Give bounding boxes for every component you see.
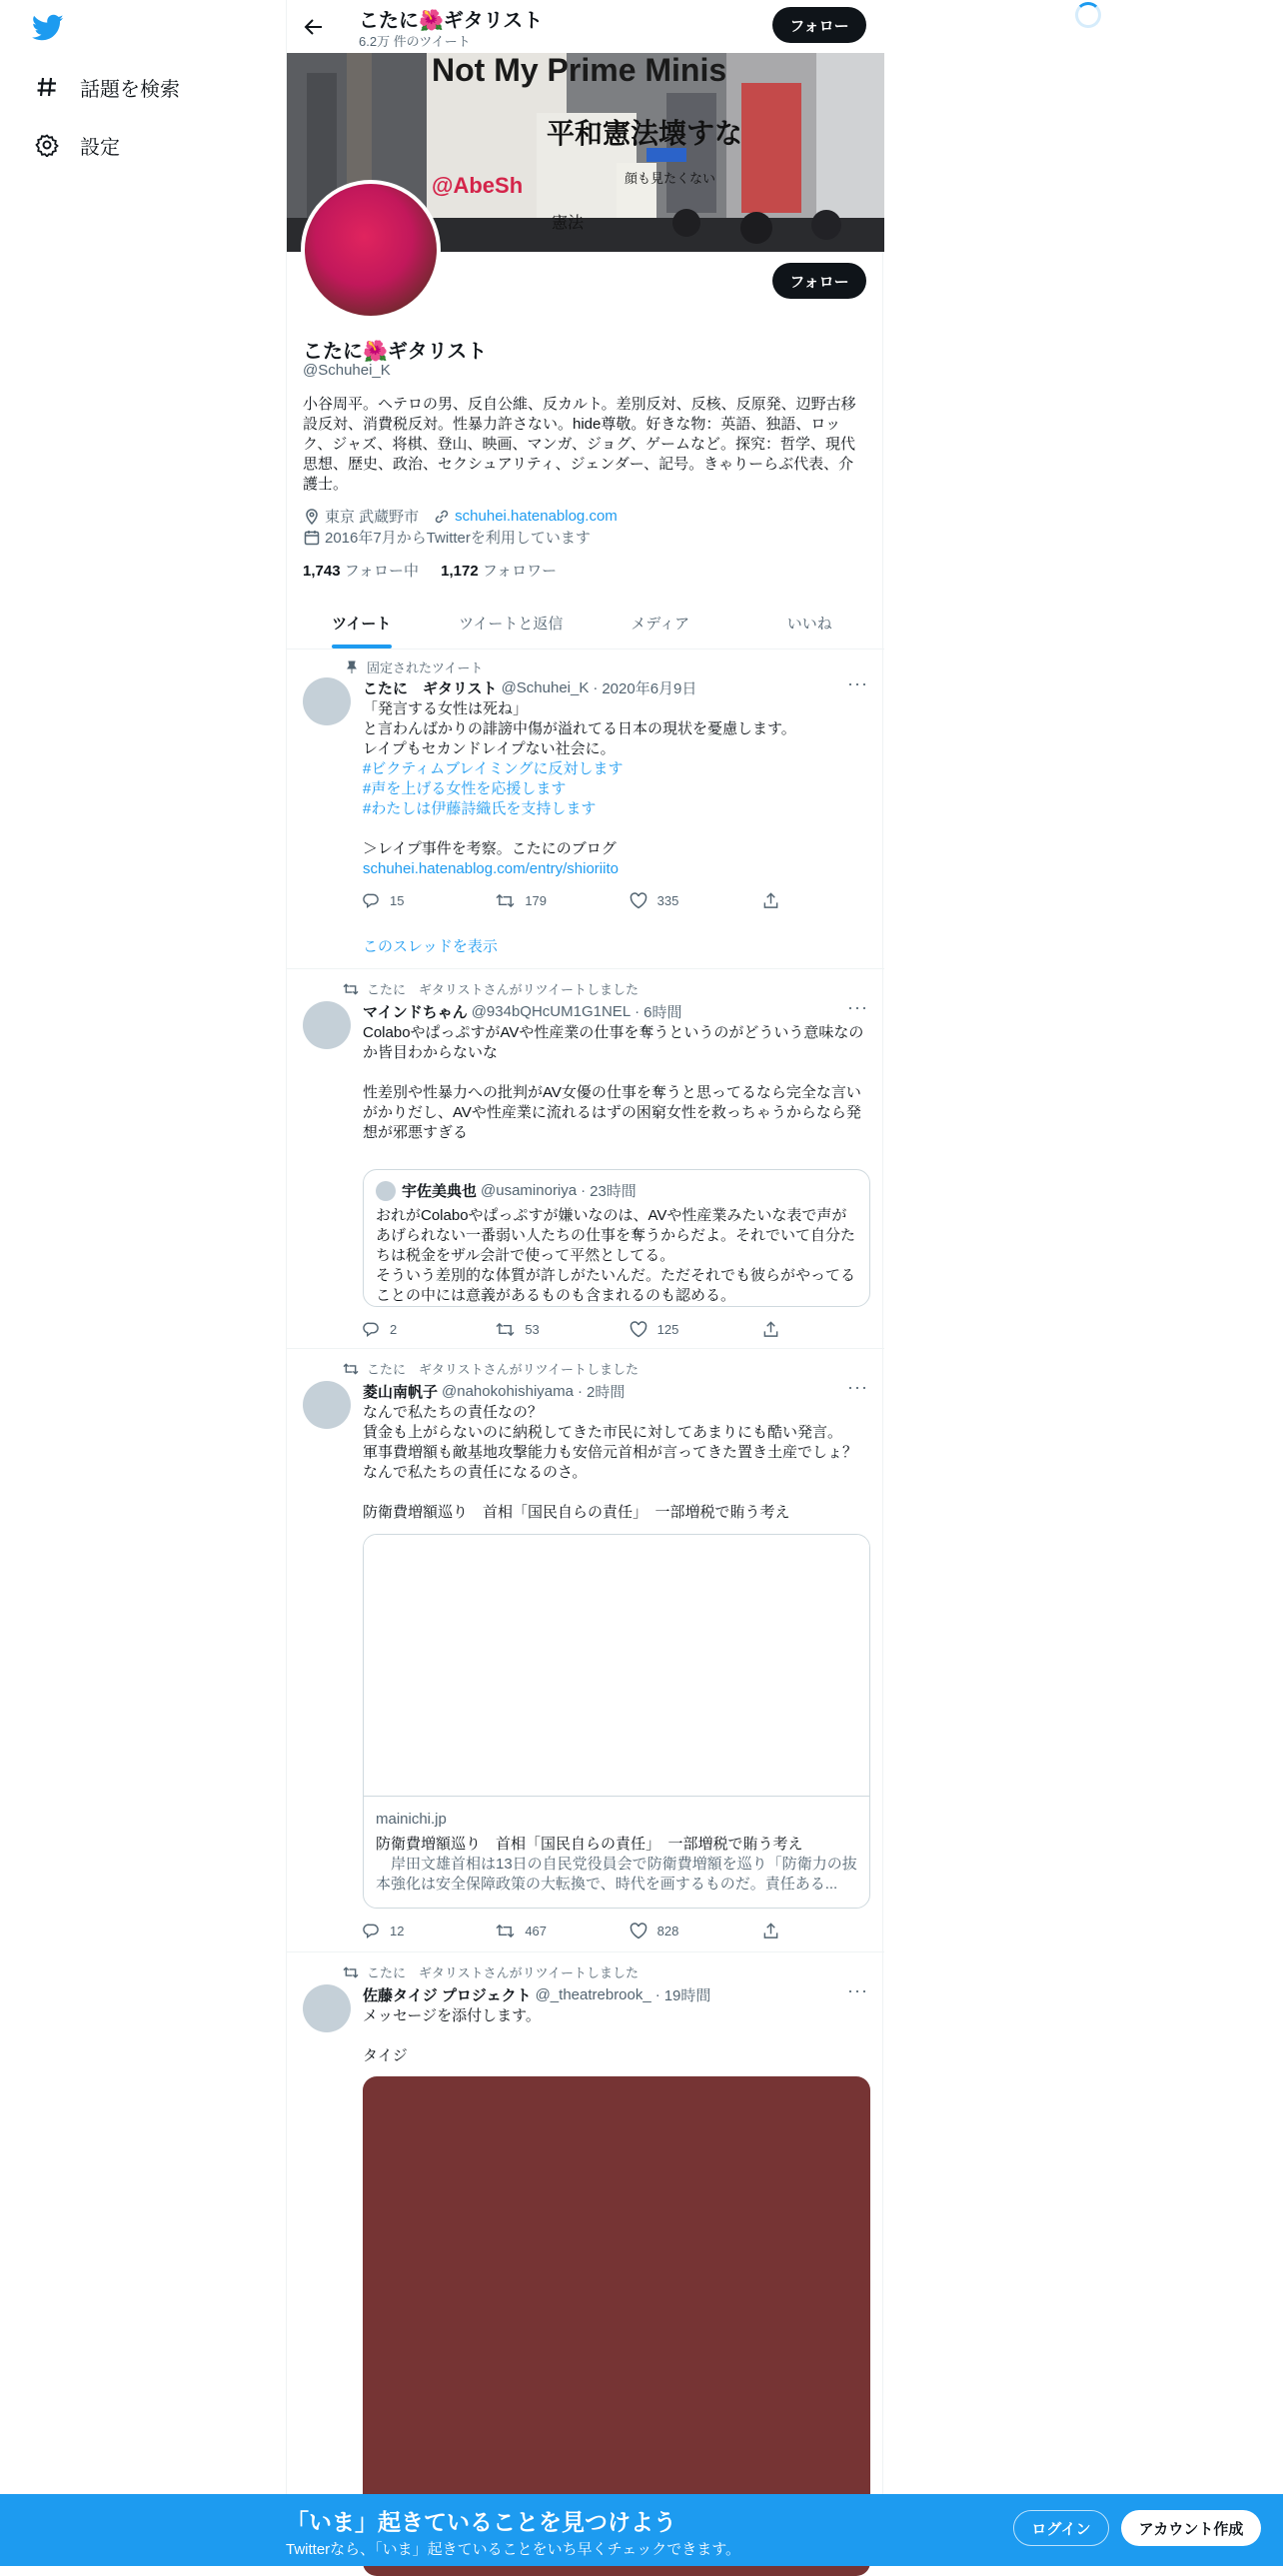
tweet-text (363, 699, 870, 879)
like-count: 335 (656, 893, 679, 908)
tweet-context (333, 1359, 639, 1378)
share-icon (762, 892, 779, 909)
tweet-header: マインドちゃん @934bQHcUM1G1NEL · 6時間 (363, 1003, 682, 1021)
quote-author-name: 宇佐美典也 (402, 1183, 478, 1200)
quote-time: 23時間 (590, 1183, 637, 1200)
reply-icon (363, 1321, 380, 1338)
more-options-icon[interactable]: ··· (847, 1377, 868, 1397)
quote-paragraph: おれがColaboやぱっぷすが嫌いなのは、AVや性産業みたいな表で声があげられない一番弱い人たちの仕事を奪うからだよ。それでいて自分たちは税金をザル会計で使って平然としてる。 (376, 1207, 856, 1264)
like-button[interactable] (630, 1321, 729, 1338)
retweet-button[interactable] (496, 892, 596, 909)
author-name[interactable]: 佐藤タイジ プロジェクト (363, 1987, 532, 2004)
banner-sign-handle: @AbeSh (432, 173, 524, 198)
link-card-description: 岸田文雄首相は13日の自民党役員会で防衛費増額を巡り「防衛力の抜本強化は安全保障政策の大転換で、時代を画するものだ。責任ある... (376, 1856, 857, 1893)
tweet-line: メッセージを添付します。 (363, 2007, 541, 2024)
pin-icon (333, 660, 359, 674)
tab-media[interactable]: メディア (631, 615, 690, 633)
tweet-line: なんで私たちの責任なの？ (363, 1404, 544, 1421)
profile-follow-button[interactable]: フォロー (772, 263, 866, 299)
retweet-icon (333, 1965, 359, 1979)
profile-tabs (287, 597, 884, 649)
signup-button[interactable]: アカウント作成 (1121, 2510, 1261, 2546)
heart-icon (630, 892, 647, 909)
tweet-actions (363, 1923, 792, 1939)
like-button[interactable] (630, 892, 729, 909)
tweet-actions (363, 1321, 792, 1338)
tweet-line: ＞レイプ事件を考察。こたにのブログ (363, 840, 617, 857)
tweet-line: 賃金も上がらないのに納税してきた市民に対してあまりにも酷い発言。 (363, 1424, 843, 1441)
retweet-icon (333, 982, 359, 996)
tweet-pinned[interactable] (287, 649, 884, 969)
profile-handle: @Schuhei_K (303, 362, 391, 379)
heart-icon (630, 1321, 647, 1338)
quote-paragraph: そういう差別的な体質が許しがたいんだ。ただそれでも彼らがやってることの中には意義があるものも含まれるのも認める。 (376, 1267, 856, 1304)
banner-sign-sub: 憲法 (552, 213, 585, 232)
reply-count: 2 (390, 1322, 398, 1337)
tab-tweets[interactable]: ツイート (287, 597, 437, 648)
header-follow-button[interactable]: フォロー (772, 7, 866, 43)
profile-name (303, 335, 487, 364)
banner-side-sign: 顔も見たくない (625, 172, 716, 187)
like-count: 828 (656, 1924, 679, 1938)
profile-joined-row (303, 527, 591, 548)
signup-banner (0, 2494, 1283, 2566)
tweet-context-text: こたに ギタリストさんがリツイートしました (367, 1362, 639, 1377)
tweet-time[interactable]: 6時間 (643, 1004, 682, 1021)
tweet-context-text: こたに ギタリストさんがリツイートしました (367, 982, 639, 997)
profile-location: 東京 武蔵野市 (325, 509, 420, 526)
signup-banner-subtitle: Twitterなら、「いま」起きていることをいち早くチェックできます。 (286, 2541, 741, 2558)
header-title (359, 4, 543, 33)
retweet-icon (496, 1923, 515, 1939)
avatar[interactable] (303, 1984, 351, 2032)
hashtag-link[interactable]: #わたしは伊藤詩織氏を支持します (363, 800, 597, 817)
link-card-domain: mainichi.jp (376, 1811, 447, 1828)
retweet-icon (496, 892, 515, 909)
heart-icon (630, 1923, 647, 1939)
reply-icon (363, 892, 380, 909)
retweet-count: 179 (525, 893, 548, 908)
reply-count: 15 (390, 893, 405, 908)
quote-text (376, 1206, 859, 1306)
tweet-context (333, 1962, 639, 1981)
more-options-icon[interactable]: ··· (847, 997, 868, 1017)
tweet-paragraph: 性差別や性暴力への批判がAV女優の仕事を奪うと思ってるなら完全な言いがかりだし、AVや性産業に流れるはずの困窮女性を救っちゃうからなら発想が邪悪すぎる (363, 1084, 861, 1141)
more-options-icon[interactable]: ··· (847, 673, 868, 693)
tweet-context (333, 979, 639, 998)
tweet-time[interactable]: 2020年6月9日 (602, 680, 697, 697)
header-title-text-2: ギタリスト (443, 10, 544, 32)
quote-header: 宇佐美典也 @usaminoriya · 23時間 (376, 1180, 637, 1201)
tab-likes[interactable]: いいね (786, 615, 832, 633)
author-name[interactable]: こたに ギタリスト (363, 680, 498, 697)
profile-meta-row (303, 506, 618, 527)
author-handle[interactable]: @nahokohishiyama (442, 1383, 574, 1400)
nav-explore-label: 話題を検索 (80, 78, 180, 101)
profile-name-text: こたに (303, 341, 363, 363)
followers-label: フォロワー (482, 563, 558, 580)
banner-sign-text: Not My Prime Minis (432, 53, 727, 88)
hibiscus-emoji: 🌺 (419, 10, 444, 32)
hashtag-link[interactable]: #声を上げる女性を応援します (363, 780, 567, 797)
avatar[interactable] (303, 1381, 351, 1429)
twitter-bird-icon[interactable] (32, 14, 64, 42)
profile-bio: 小谷周平。ヘテロの男、反自公維、反カルト。差別反対、反核、反原発、辺野古移設反対、消費税反対。性暴力許さない。hide尊敬。好きな物：英語、独語、ロック、ジャズ、将棋、登山、映画、マンガ、ジョグ、ゲームなど。探究：哲学、現代思想、歴史、政治、セクシュアリティ、ジェンダー、記号。きゃりーらぶ代表、介護士。 (303, 396, 856, 493)
tweet-retweet-3[interactable] (287, 1952, 884, 2566)
share-icon (762, 1321, 779, 1338)
tweet-count: 6.2万 件のツイート (359, 34, 471, 49)
reply-button[interactable] (363, 1923, 463, 1939)
main-column (286, 0, 883, 2566)
login-button[interactable]: ログイン (1013, 2510, 1109, 2546)
like-count: 125 (656, 1322, 679, 1337)
reply-button[interactable] (363, 892, 463, 909)
retweet-icon (333, 1362, 359, 1376)
followers-link[interactable] (441, 563, 557, 580)
retweet-button[interactable] (496, 1321, 596, 1338)
tweet-header: こたに ギタリスト @Schuhei_K · 2020年6月9日 (363, 679, 697, 697)
tweet-time[interactable]: 2時間 (586, 1384, 626, 1401)
profile-header-bar (287, 0, 884, 53)
avatar[interactable] (303, 1001, 351, 1049)
quote-tweet[interactable] (363, 1169, 870, 1307)
author-name[interactable]: 菱山南帆子 (363, 1384, 439, 1401)
tweet-time[interactable]: 19時間 (663, 1987, 711, 2004)
like-button[interactable] (630, 1923, 729, 1939)
retweet-count: 53 (525, 1322, 540, 1337)
tweet-text (363, 1403, 870, 1523)
link-card-title: 防衛費増額巡り 首相「国民自らの責任」 一部増税で賄う考え (376, 1836, 803, 1853)
followers-count: 1,172 (441, 563, 479, 580)
tweet-retweet-2[interactable] (287, 1349, 884, 1952)
tweet-context-text: こたに ギタリストさんがリツイートしました (367, 1965, 639, 1980)
author-handle[interactable]: @Schuhei_K (501, 679, 590, 696)
avatar[interactable] (303, 677, 351, 725)
profile-website-link[interactable]: schuhei.hatenablog.com (455, 508, 618, 525)
tweet-text (363, 2006, 870, 2066)
tweet-header: 菱山南帆子 @nahokohishiyama · 2時間 (363, 1383, 626, 1401)
follow-stats (303, 560, 557, 581)
reply-icon (363, 1923, 380, 1939)
tweet-line: 防衛費増額巡り 首相「国民自らの責任」 一部増税で賄う考え (363, 1504, 790, 1521)
retweet-icon (496, 1321, 515, 1338)
following-link[interactable] (303, 563, 419, 580)
author-name[interactable]: マインドちゃん (363, 1004, 468, 1021)
header-title-text: こたに (359, 10, 419, 32)
profile-avatar[interactable] (301, 180, 441, 320)
reply-count: 12 (390, 1924, 405, 1938)
tweet-header: 佐藤タイジ プロジェクト @_theatrebrook_ · 19時間 (363, 1986, 711, 2004)
author-handle[interactable]: @934bQHcUM1G1NEL (471, 1003, 632, 1020)
calendar-icon (303, 529, 321, 547)
tweet-context-text: 固定されたツイート (367, 660, 484, 675)
tweet-line: なんで私たちの責任になるのさ。 (363, 1464, 588, 1481)
tweet-line: タイジ (363, 2047, 408, 2064)
nav-settings-label: 設定 (80, 136, 120, 159)
tweet-line: 「発言する女性は死ね」 (363, 700, 529, 717)
tweet-line: 軍事費増額も敵基地攻撃能力も安倍元首相が言ってきた置き土産でしょ？ (363, 1444, 858, 1461)
link-card-image (364, 1535, 869, 1797)
hibiscus-emoji: 🌺 (363, 341, 388, 363)
banner-sign-kanji: 平和憲法壊すな (547, 117, 743, 150)
retweet-button[interactable] (496, 1923, 596, 1939)
quote-author-handle: @usaminoriya (481, 1182, 578, 1199)
tweet-retweet-1[interactable] (287, 969, 884, 1349)
tweet-paragraph: ColaboやぱっぷすがAVや性産業の仕事を奪うというのがどういう意味なのか皆目わからないな (363, 1024, 864, 1061)
hashtag-link[interactable]: #ビクティムブレイミングに反対します (363, 760, 624, 777)
gear-icon (34, 132, 60, 158)
back-arrow-icon[interactable] (299, 12, 329, 42)
profile-name-text-2: ギタリスト (387, 341, 488, 363)
loading-spinner (1075, 2, 1101, 28)
share-button[interactable] (762, 1923, 792, 1939)
tweet-line: レイプもセカンドレイプない社会に。 (363, 740, 616, 757)
tweet-context (333, 657, 483, 676)
tweet-line: と言わんばかりの誹謗中傷が溢れてる日本の現状を憂慮します。 (363, 720, 796, 737)
nav-explore[interactable] (34, 67, 180, 107)
more-options-icon[interactable]: ··· (847, 1980, 868, 2000)
tweet-url-link[interactable]: schuhei.hatenablog.com/entry/shioriito (363, 860, 619, 877)
following-count: 1,743 (303, 563, 341, 580)
tab-tweets-replies[interactable]: ツイートと返信 (459, 615, 564, 633)
retweet-count: 467 (525, 1924, 548, 1938)
signup-banner-title: 「いま」起きていることを見つけよう (286, 2509, 676, 2535)
tweet-actions (363, 892, 792, 909)
nav-settings[interactable] (34, 125, 120, 165)
link-card[interactable] (363, 1534, 870, 1909)
reply-button[interactable] (363, 1321, 463, 1338)
show-thread-link[interactable]: このスレッドを表示 (363, 938, 498, 955)
share-button[interactable] (762, 1321, 792, 1338)
location-pin-icon (303, 508, 321, 526)
profile-joined: 2016年7月からTwitterを利用しています (325, 530, 591, 547)
avatar (376, 1181, 396, 1201)
tweet-text (363, 1023, 870, 1143)
following-label: フォロー中 (344, 563, 419, 580)
share-button[interactable] (762, 892, 792, 909)
author-handle[interactable]: @_theatrebrook_ (535, 1986, 651, 2003)
link-icon (433, 508, 451, 526)
share-icon (762, 1923, 779, 1939)
hashtag-icon (34, 74, 60, 100)
